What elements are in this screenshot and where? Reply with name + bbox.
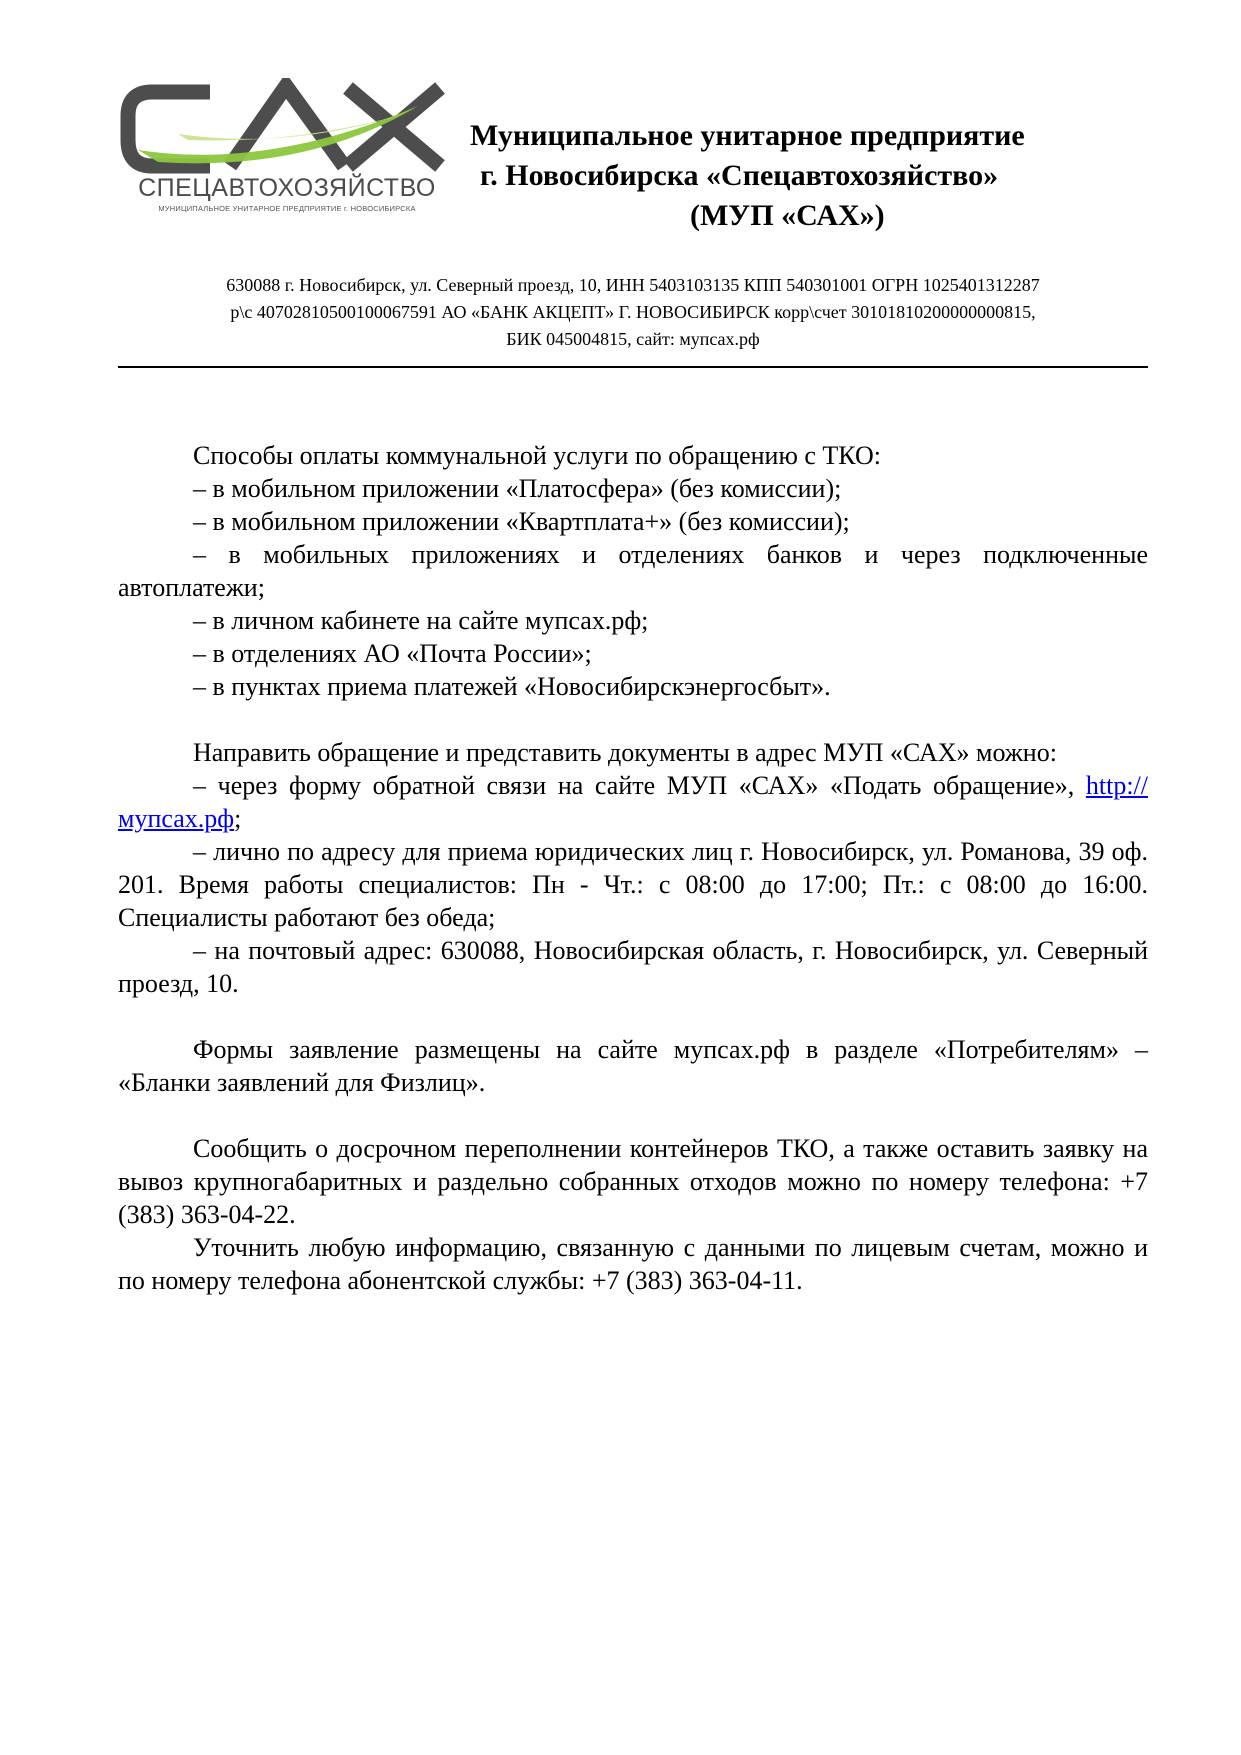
requisites-line-2: р\с 40702810500100067591 АО «БАНК АКЦЕПТ» Г. НОВОСИБИРСК корр\счет 30101810200000000815, [230, 302, 1036, 322]
account-info-contact: Уточнить любую информацию, связанную с данными по лицевым счетам, можно и по номеру телефона абонентской службы: +7 (383) 363-04-11. [118, 1233, 1148, 1295]
requisites-line-1: 630088 г. Новосибирск, ул. Северный проезд, 10, ИНН 5403103135 КПП 540301001 ОГРН 1025401312287 [226, 275, 1040, 295]
payment-item: – в пунктах приема платежей «Новосибирскэнергосбыт». [193, 672, 831, 701]
header-divider [118, 366, 1148, 368]
appeal-intro: Направить обращение и представить документы в адрес МУП «САХ» можно: [193, 738, 1057, 767]
logo-letter-kh [348, 88, 440, 166]
appeal-item-postal: – на почтовый адрес: 630088, Новосибирская область, г. Новосибирск, ул. Северный проезд, 10. [118, 936, 1148, 998]
document-body [118, 439, 1148, 1297]
org-line-3: (МУП «САХ») [690, 199, 885, 232]
org-line-2: г. Новосибирска «Спецавтохозяйство» [480, 159, 999, 192]
appeal-item-in-person: – лично по адресу для приема юридических лиц г. Новосибирск, ул. Романова, 39 оф. 201. Время работы специалистов: Пн - Чт.: с 08:00 до 17:00; Пт.: с 08:00 до 16:00. Специалисты работают без обеда; [118, 837, 1148, 932]
appeal-item-feedback-form [118, 769, 1148, 835]
payment-item: – в мобильном приложении «Квартплата+» (без комиссии); [193, 507, 850, 536]
org-line-1: Муниципальное унитарное предприятие [470, 119, 1025, 152]
appeal-item-punct: ; [234, 804, 242, 833]
requisites [118, 272, 1148, 353]
appeal-item-text: – через форму обратной связи на сайте МУП «САХ» «Подать обращение», [193, 771, 1075, 800]
logo-name: СПЕЦАВТОХОЗЯЙСТВО [138, 174, 436, 202]
payment-item: – в отделениях АО «Почта России»; [193, 639, 592, 668]
payment-item: – в мобильном приложении «Платосфера» (без комиссии); [193, 474, 842, 503]
payment-item: – в личном кабинете на сайте мупсах.рф; [193, 606, 649, 635]
logo-subtitle: МУНИЦИПАЛЬНОЕ УНИТАРНОЕ ПРЕДПРИЯТИЕ г. НОВОСИБИРСКА [158, 204, 416, 213]
logo-graphic [118, 78, 454, 178]
company-logo [118, 78, 454, 223]
organization-name [470, 116, 1130, 236]
payment-item: – в мобильных приложениях и отделениях банков и через подключенные автоплатежи; [118, 540, 1148, 602]
website-link[interactable]: http://мупсах.рф [118, 771, 1148, 833]
container-overflow-contact: Сообщить о досрочном переполнении контейнеров ТКО, а также оставить заявку на вывоз крупногабаритных и раздельно собранных отходов можно по номеру телефона: +7 (383) 363-04-22. [118, 1134, 1148, 1229]
forms-info: Формы заявление размещены на сайте мупсах.рф в разделе «Потребителям» – «Бланки заявлений для Физлиц». [118, 1035, 1148, 1097]
requisites-line-3: БИК 045004815, сайт: мупсах.рф [506, 329, 760, 349]
payment-intro: Способы оплаты коммунальной услуги по обращению с ТКО: [193, 441, 881, 470]
